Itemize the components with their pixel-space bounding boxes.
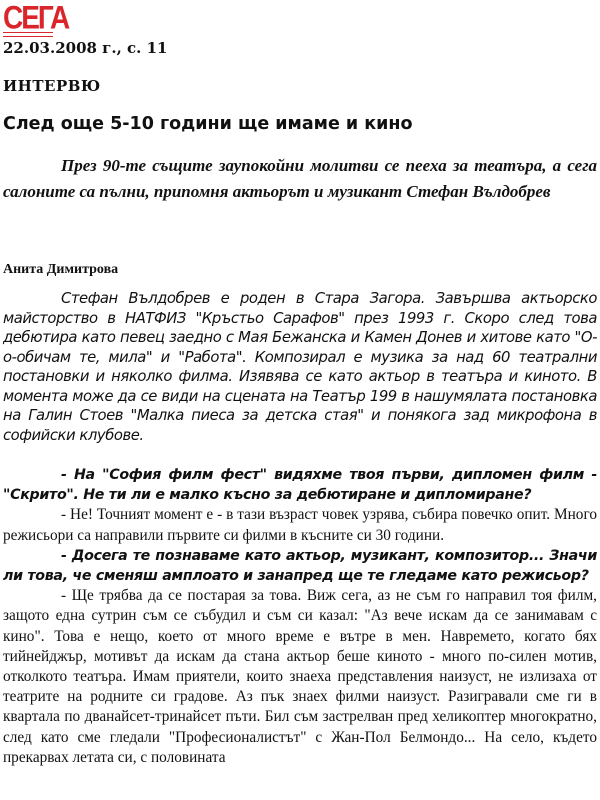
rubric: ИНТЕРВЮ [3,77,101,95]
date-page: 22.03.2008 г., с. 11 [3,39,168,57]
logo-text: СЕГА [3,0,69,36]
lead-paragraph: През 90-те същите заупокойни молитви се пееха за театъра, а сега салоните са пълни, припомня актьорът и музикант Стефан Вълдобрев [3,156,597,201]
author-name: Анита Димитрова [3,262,119,277]
question-2: - Досега те познаваме като актьор, музикант, композитор... Значи ли това, че сменяш амплоато и занапред ще те гледаме като режисьор? [3,547,597,585]
newspaper-logo [3,0,69,36]
headline: След още 5-10 години ще имаме и кино [3,114,413,134]
interview-body [3,465,597,768]
intro-paragraph: Стефан Вълдобрев е роден в Стара Загора. Завършва актьорско майсторство в НАТФИЗ "Кръстьо Сарафов" през 1993 г. Скоро след това дебютира като певец заедно с Мая Бежанска и Камен Донев и хитове като "О-о-обичам те, мила" и "Работа". Композирал е музика за над 60 театрални постановки и няколко филма. Изявява се като актьор в театъра и киното. В момента може да се види на сцената на Театър 199 в нашумялата постановка на Галин Стоев "Малка пиеса за детска стая" и понякога зад микрофона в софийски клубове. [3,290,597,444]
logo-underline [3,32,53,37]
answer-1: - Не! Точният момент е - в тази възраст човек узрява, събира повечко опит. Много режисьори са направили първите си филми в късните си 30 години. [3,506,597,544]
answer-2: - Ще трябва да се постарая за това. Виж сега, аз не съм го направил тоя филм, защото една сутрин съм се събудил и съм си казал: "Аз вече искам да се занимавам с кино". Това е нещо, което от много време е вътре в мен. Навремето, когато бях тийнейджър, мотивът да искам да стана актьор беше киното - много по-силен мотив, отколкото театъра. Имам приятели, които знаеха представления наизуст, не излизаха от театрите на родните си градове. Аз пък знаех филми наизуст. Разигравали сме ги в квартала по дванайсет-тринайсет пъти. Бил съм застрелван пред хеликоптер многократно, след като сме гледали "Професионалистът" с Жан-Пол Белмондо... На село, където прекарвах летата си, с половината [3,587,597,766]
question-1: - На "София филм фест" видяхме твоя първи, дипломен филм - "Скрито". Не ти ли е малко късно за дебютиране и дипломиране? [3,467,597,504]
